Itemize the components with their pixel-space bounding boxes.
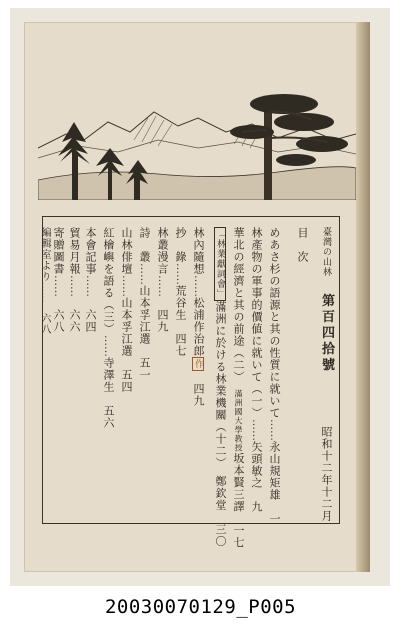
toc-entry: [51, 227, 65, 333]
toc-entry-author: 山本孚江選: [120, 297, 133, 357]
toc-entry-title: 編輯室より: [39, 227, 50, 282]
toc-entry-label: 「林業獻詞會」: [215, 229, 225, 299]
toc-entry-title: 詩 叢: [138, 227, 151, 263]
issue-number: 第百四拾號: [319, 293, 334, 374]
toc-entry-affiliation: 滿洲國大學教授: [234, 389, 243, 453]
toc-entry-author: 矢頭敏之: [250, 441, 263, 489]
toc-entry-author: 坂本賢三譯: [232, 452, 245, 513]
toc-entry-leader: ……: [84, 275, 97, 297]
toc-entry-title: 抄 錄: [174, 227, 187, 263]
toc-entry-leader: ……: [174, 263, 187, 285]
toc-entry-page: 六六: [68, 309, 81, 333]
toc-entry-leader: ……: [138, 263, 151, 285]
toc-entry-title: 華北の經濟と其の前途（二）: [232, 227, 245, 378]
toc-entry-page: 一七: [232, 524, 245, 549]
toc-entry-author: 寺澤生: [102, 357, 115, 393]
toc-entry-author: 鄭欽堂: [214, 475, 227, 512]
toc-heading: 目 次: [296, 227, 309, 263]
toc-entry-leader: ……: [268, 419, 281, 441]
toc-entry: [101, 227, 115, 429]
toc-entry-title: 紅檜嶼を語る（三）: [102, 227, 115, 335]
toc-entry: [191, 227, 205, 407]
toc-entry-title: 貿易月報: [68, 227, 81, 275]
toc-entry-title: 滿洲に於ける林業機關（十二）: [214, 301, 227, 464]
toc-entry-page: 五六: [102, 405, 115, 429]
toc-entry-leader: ……: [39, 282, 50, 302]
toc-entry-author: 山本孚江選: [138, 285, 151, 345]
toc-entry-leader: ……: [68, 275, 81, 297]
toc-entry-page: 六四: [84, 309, 97, 333]
toc-entry-page: 四九: [156, 309, 169, 333]
toc-entry-title: 林產物の軍事的價値に就いて（一）: [250, 227, 263, 419]
toc-entry-page: 一: [268, 513, 281, 525]
toc-entry-title: 林內隨想: [192, 227, 205, 275]
toc-entry-page: 九: [250, 501, 263, 513]
toc-entry-page: 六八: [39, 313, 50, 335]
toc-entry: [137, 227, 151, 381]
toc-entry-author: 松浦作治郎: [192, 297, 205, 357]
toc-entry-page: 六八: [52, 309, 65, 333]
toc-entry-page: 四七: [174, 333, 187, 357]
toc-entry: [119, 227, 133, 393]
journal-name: 臺灣の山林: [321, 227, 331, 277]
table-of-contents: [39, 216, 340, 549]
toc-entry-title: めあさ杉の語源と其の性質に就いて: [268, 227, 281, 419]
toc-entry-leader: ……: [192, 275, 205, 297]
toc-entry: [231, 227, 245, 549]
toc-entry: [83, 227, 97, 333]
toc-entry: [67, 227, 81, 333]
toc-entry-title: 林叢漫言: [156, 227, 169, 275]
toc-entry-leader: ……: [250, 419, 263, 441]
toc-entry-page: 五一: [138, 357, 151, 381]
red-seal-stamp: 作: [193, 359, 203, 369]
toc-entry-page: 三〇: [214, 523, 227, 548]
archive-id-caption: 20030070129_P005: [104, 596, 297, 618]
toc-entry-title: 寄贈圖書: [52, 227, 65, 275]
toc-entry: [213, 227, 227, 548]
toc-entry: [37, 227, 51, 335]
forest-landscape-illustration: [38, 82, 356, 200]
page-binding-shadow: [356, 22, 370, 572]
masthead-column: [319, 227, 333, 522]
toc-entry-page: 四九: [192, 383, 205, 407]
issue-date: 昭和十二年十二月: [320, 426, 333, 522]
toc-entry: [249, 227, 263, 513]
toc-entry-title: 本會記事: [84, 227, 97, 275]
toc-entry-author: 永山規矩雄: [268, 441, 281, 501]
toc-entry: [155, 227, 169, 333]
toc-entry-leader: ……: [52, 275, 65, 297]
toc-entry-leader: ……: [120, 275, 133, 297]
toc-entry-leader: ……: [102, 335, 115, 357]
toc-entry-page: 五四: [120, 369, 133, 393]
toc-entry-leader: ……: [156, 275, 169, 297]
toc-entry-author: 荒谷生: [174, 285, 187, 321]
toc-entry: [173, 227, 187, 357]
toc-entry-title: 山林俳壇: [120, 227, 133, 275]
toc-entry: [267, 227, 281, 525]
